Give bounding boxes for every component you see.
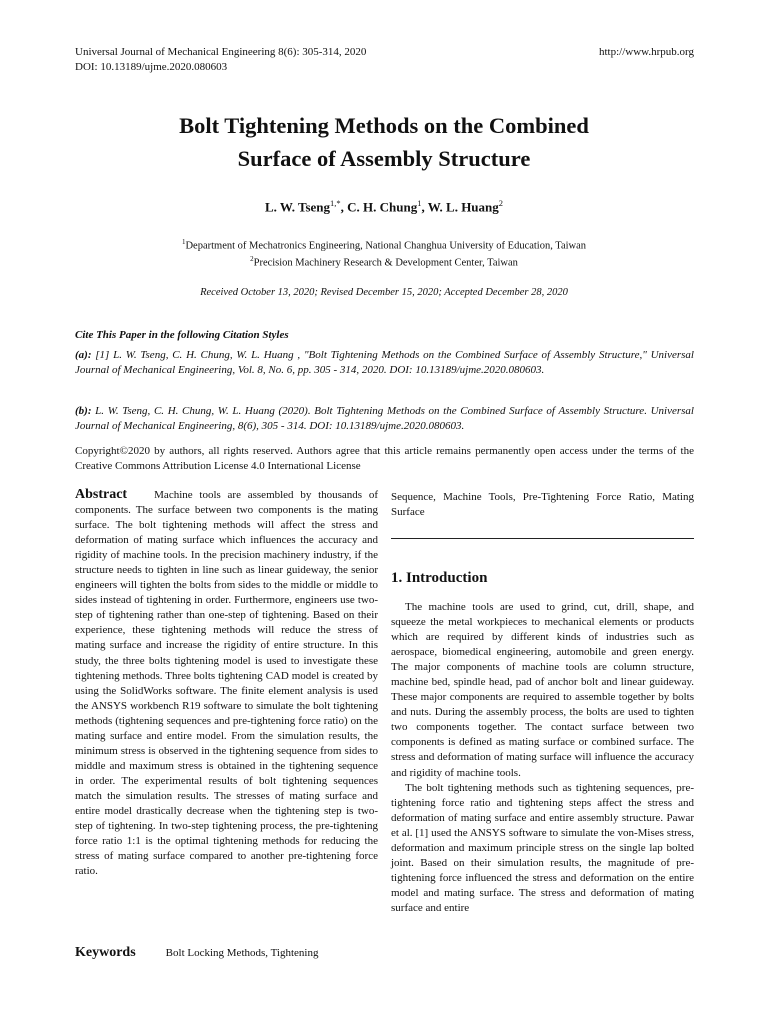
keywords-label: Keywords: [75, 945, 136, 960]
abstract: [75, 487, 378, 879]
citation-a-label: (a):: [75, 349, 92, 361]
author-2: , C. H. Chung: [340, 199, 418, 215]
citation-style-b: [75, 404, 694, 434]
author-1-affiliation-mark: 1,*: [330, 198, 341, 208]
received-dates: Received October 13, 2020; Revised December 15, 2020; Accepted December 28, 2020: [200, 287, 568, 298]
introduction-heading: 1. Introduction: [391, 570, 488, 586]
author-1: L. W. Tseng: [264, 199, 330, 215]
doi-line: DOI: 10.13189/ujme.2020.080603: [75, 61, 228, 73]
author-3-affiliation-mark: 2: [498, 198, 504, 208]
running-header: [75, 45, 366, 75]
introduction-paragraph-1: The machine tools are used to grind, cut, drill, shape, and squeeze the metal workpieces to mechanical elements or products which are required by different kinds of industries such as aerospace, biomedical engineering, automobile and green energy. The major components of machine tools are column structure, machine bed, spindle head, pad of anchor bolt and linear guideway. These major components are required to assemble together by bolts and nuts. During the assembly process, the bolts are used to tighten two components together. The contact surface between two components is defined as mating surface or combined surface. The stress and deformation of mating surface will influence the accuracy and rigidity of machine tools.: [391, 601, 694, 779]
author-list: [75, 198, 693, 215]
section-divider: [391, 538, 694, 539]
paper-title: [75, 109, 693, 175]
copyright-notice: Copyright©2020 by authors, all rights reserved. Authors agree that this article remains permanently open access under the terms of the Creative Commons Attribution License 4.0 International License: [75, 445, 694, 472]
citation-b-text: L. W. Tseng, C. H. Chung, W. L. Huang (2020). Bolt Tightening Methods on the Combined Surface of Assembly Structure. Universal Journal of Mechanical Engineering, 8(6), 305 - 314. DOI: 10.13189/ujme.2020.080603.: [75, 405, 694, 432]
author-3: , W. L. Huang: [421, 199, 499, 215]
keywords-first-line: Bolt Locking Methods, Tightening: [165, 947, 319, 959]
abstract-label: Abstract: [75, 487, 128, 502]
citation-style-a: [75, 348, 694, 378]
affiliation-1: $^1$Department of Mechatronics Engineering, National Changhua University of Education, Taiwan: [181, 238, 587, 252]
keywords-continued: Sequence, Machine Tools, Pre-Tightening Force Ratio, Mating Surface: [391, 491, 694, 519]
citation-b-label: (b):: [75, 405, 92, 417]
publisher-url[interactable]: http://www.hrpub.org: [598, 46, 694, 58]
abstract-text: Machine tools are assembled by thousands of components. The surface between two components is the mating surface. The bolt tightening methods will affect the stress and deformation of mating surface which influences the accuracy and rigidity of machine tools. In the precision machinery industry, if the structure needs to tighten in line such as linear guideway, the senior engineers will tighten the bolts from sides to the middle or middle to sides instead of tightening in order. Furthermore, engineers use two-step of tightening rather than one-step of tightening. Based on their experience, these tightening methods will reduce the stress of mating surface and increase the rigidity of entire structure. In this study, the three bolts tightening model is used to investigate these tightening methods. Three bolts tightening CAD model is created by using the SolidWorks software. The finite element analysis is used the ANSYS workbench R19 software to simulate the bolt tightening methods (tightening sequences and pre-tightening force ratio) on the mating surface and entire model. From the simulation results, the minimum stress is observed in the tightening sequence from sides to middle and maximum stress is obtained in the tightening sequence in order. The experimental results of bolt tightening sequences match the simulation results. The stresses of mating surface and entire model drastically decrease when the tightening step is two-step of tightening. In two-step tightening process, the pre-tightening force ratio 1:1 is the optimal tightening methods for reducing the stress of mating surface compared to another pre-tightening force ratio.: [75, 489, 379, 878]
author-2-affiliation-mark: 1: [417, 198, 422, 208]
affiliations: [75, 236, 693, 269]
title-line-2: Surface of Assembly Structure: [237, 146, 531, 171]
affiliation-2: $^2$Precision Machinery Research & Development Center, Taiwan: [250, 254, 518, 268]
journal-citation: Universal Journal of Mechanical Engineering 8(6): 305-314, 2020: [75, 46, 367, 58]
citation-heading: Cite This Paper in the following Citation Styles: [75, 329, 289, 341]
keywords: [75, 945, 378, 961]
title-line-1: Bolt Tightening Methods on the Combined: [179, 113, 589, 138]
introduction-body: [391, 600, 694, 916]
citation-a-text: [1] L. W. Tseng, C. H. Chung, W. L. Huang , "Bolt Tightening Methods on the Combined Surface of Assembly Structure," Universal Journal of Mechanical Engineering, Vol. 8, No. 6, pp. 305 - 314, 2020. DOI: 10.13189/ujme.2020.080603.: [75, 349, 694, 376]
introduction-paragraph-2: The bolt tightening methods such as tightening sequences, pre-tightening force ratio and tightening steps affect the stress and deformation of mating surface and entire assembly structure. Pawar et al. [1] used the ANSYS software to simulate the von-Mises stress, deformation and maximum principle stress on the single lap bolted joint. Based on their simulation results, the magnitude of pre-tightening force influenced the stress and deformation on the entire model and mating surface. The stress and deformation of mating surface and entire: [391, 781, 694, 914]
